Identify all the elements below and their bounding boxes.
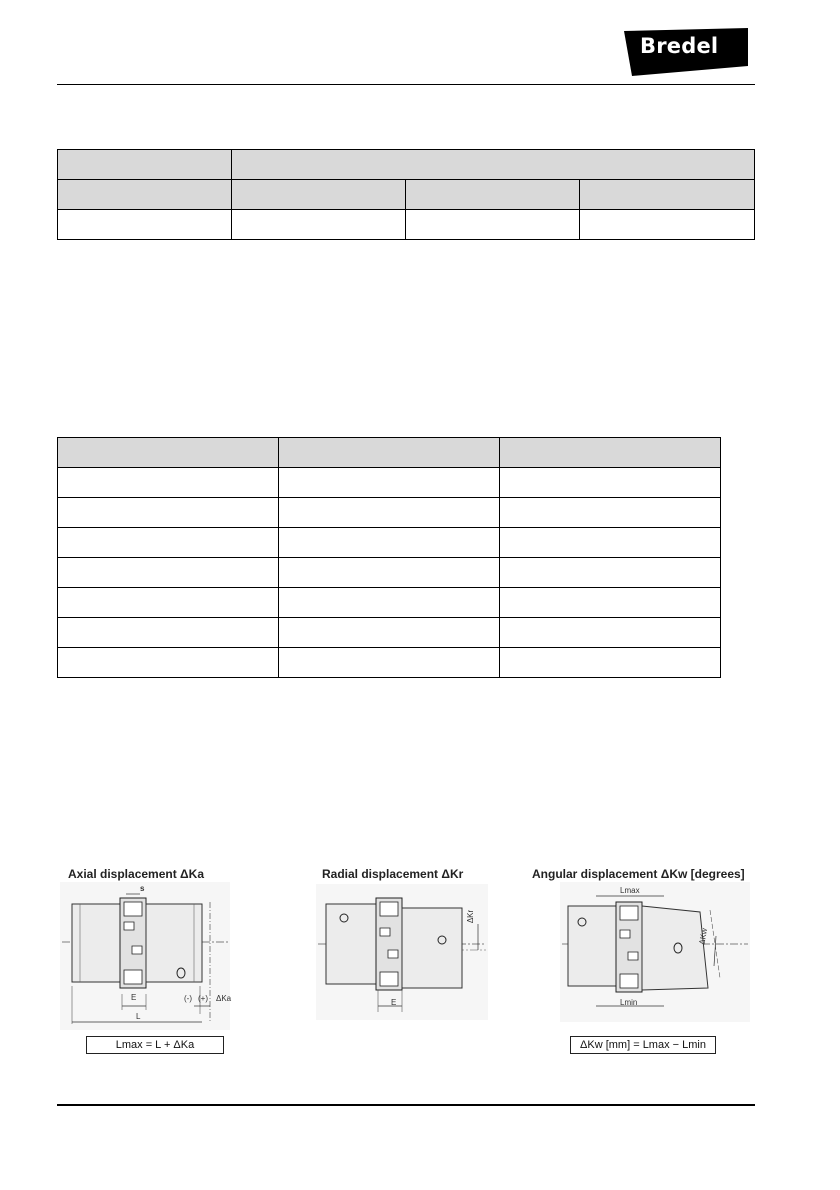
- table-cell: [580, 180, 755, 210]
- label-e-radial: E: [391, 998, 397, 1007]
- label-lmax: Lmax: [620, 886, 640, 895]
- axial-displacement-title: Axial displacement ΔKa: [68, 867, 205, 881]
- table-row: [58, 498, 721, 528]
- footer-rule: [57, 1104, 755, 1106]
- table-cell: [279, 468, 500, 498]
- table-cell: [279, 498, 500, 528]
- table-cell: [580, 210, 755, 240]
- table-cell: [500, 588, 721, 618]
- table-cell: [58, 588, 279, 618]
- table-cell: [58, 498, 279, 528]
- table-cell: [58, 438, 279, 468]
- table-cell: [500, 558, 721, 588]
- label-dkw: ΔKw: [697, 927, 710, 946]
- table-cell: [58, 150, 232, 180]
- table-cell: [500, 648, 721, 678]
- table-row: [58, 150, 755, 180]
- angular-displacement-diagram: [560, 882, 750, 1022]
- table-cell: [406, 180, 580, 210]
- radial-displacement-title: Radial displacement ΔKr: [322, 867, 464, 881]
- label-dka: ΔKa: [216, 994, 232, 1003]
- label-minus: (-): [184, 994, 192, 1003]
- table-cell: [500, 438, 721, 468]
- label-plus: (+): [198, 994, 208, 1003]
- label-lmin: Lmin: [620, 998, 638, 1007]
- table-cell: [279, 618, 500, 648]
- table-row: [58, 210, 755, 240]
- table-cell: [58, 618, 279, 648]
- table-cell: [58, 468, 279, 498]
- axial-displacement-diagram: [60, 882, 230, 1030]
- table-cell: [58, 558, 279, 588]
- table-cell: [500, 528, 721, 558]
- table-row: [58, 648, 721, 678]
- table-cell: [232, 180, 406, 210]
- table-cell: [279, 438, 500, 468]
- table-cell: [279, 588, 500, 618]
- table-header-row: [58, 438, 721, 468]
- table-row: [58, 180, 755, 210]
- radial-displacement-diagram: [316, 884, 488, 1020]
- table-cell: [500, 468, 721, 498]
- table-cell: [279, 558, 500, 588]
- label-l: L: [136, 1012, 141, 1021]
- label-s: s: [140, 884, 145, 893]
- table-row: [58, 618, 721, 648]
- table-row: [58, 588, 721, 618]
- table-row: [58, 558, 721, 588]
- table-cell: [279, 528, 500, 558]
- table-cell: [232, 210, 406, 240]
- table-row: [58, 528, 721, 558]
- angular-formula: ΔKw [mm] = Lmax − Lmin: [570, 1036, 716, 1054]
- axial-formula: Lmax = L + ΔKa: [86, 1036, 224, 1054]
- values-table: [57, 437, 721, 678]
- table-cell: [58, 210, 232, 240]
- table-cell: [58, 528, 279, 558]
- angular-displacement-title: Angular displacement ΔKw [degrees]: [532, 867, 745, 881]
- header-rule: [57, 84, 755, 85]
- table-cell: [500, 498, 721, 528]
- table-cell: [406, 210, 580, 240]
- table-cell: [58, 648, 279, 678]
- table-row: [58, 468, 721, 498]
- label-dkr: ΔKr: [466, 909, 476, 924]
- specification-table: [57, 149, 755, 240]
- table-cell: [279, 648, 500, 678]
- label-e: E: [131, 993, 137, 1002]
- logo-text: Bredel: [640, 34, 719, 58]
- table-cell: [232, 150, 755, 180]
- table-cell: [58, 180, 232, 210]
- table-cell: [500, 618, 721, 648]
